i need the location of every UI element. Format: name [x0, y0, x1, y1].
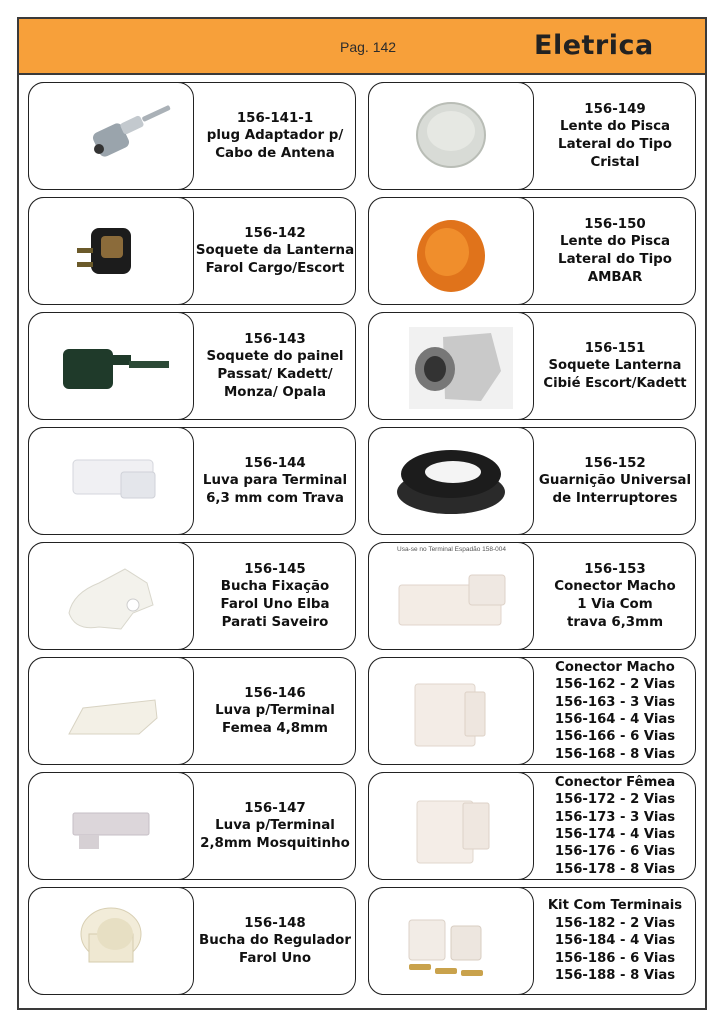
product-card: [368, 197, 696, 305]
product-image: [28, 657, 194, 765]
product-card: [368, 542, 696, 650]
product-description: Conector Macho 156-162 - 2 Vias 156-163 - 3 Vias 156-164 - 4 Vias 156-166 - 6 Vias 156-168 - 8 Vias: [554, 659, 676, 762]
switch-gasket-icon: [369, 428, 534, 535]
product-description: 156-148 Bucha do Regulador Farol Uno: [199, 915, 351, 966]
product-card: [368, 657, 696, 765]
product-image: [368, 772, 534, 880]
amber-lens-icon: [369, 198, 534, 305]
page-number: Pag. 142: [340, 39, 397, 55]
product-image: [28, 772, 194, 880]
product-description: Kit Com Terminais 156-182 - 2 Vias 156-184 - 4 Vias 156-186 - 6 Vias 156-188 - 8 Vias: [547, 898, 683, 984]
product-image: [368, 542, 534, 650]
product-description: 156-147 Luva p/Terminal 2,8mm Mosquitinho: [200, 800, 350, 851]
product-image: [368, 197, 534, 305]
male-connector-icon: [369, 543, 534, 650]
product-card: [28, 312, 356, 420]
product-card: [28, 82, 356, 190]
product-image: [368, 82, 534, 190]
regulator-bushing-icon: [29, 888, 194, 995]
headlight-bushing-icon: [29, 543, 194, 650]
antenna-adapter-plug-icon: [29, 83, 194, 190]
product-card: [28, 657, 356, 765]
product-image: [28, 887, 194, 995]
product-image: [28, 427, 194, 535]
product-card: [368, 427, 696, 535]
product-card: [28, 197, 356, 305]
product-description: 156-151 Soquete Lanterna Cibié Escort/Kadett: [543, 340, 687, 391]
product-card: [368, 312, 696, 420]
female-connector-multi-icon: [369, 773, 534, 880]
lamp-socket-icon: [29, 198, 194, 305]
product-card: [28, 772, 356, 880]
product-description: 156-141-1 plug Adaptador p/ Cabo de Antena: [206, 110, 344, 161]
product-image: [368, 312, 534, 420]
product-image: [368, 887, 534, 995]
panel-socket-icon: [29, 313, 194, 420]
product-card: [368, 82, 696, 190]
product-image: [28, 82, 194, 190]
page-title: Eletrica: [534, 30, 654, 61]
small-terminal-sleeve-icon: [29, 773, 194, 880]
product-card: [28, 887, 356, 995]
male-connector-multi-icon: [369, 658, 534, 765]
terminal-kit-icon: [369, 888, 534, 995]
page-header: [17, 17, 707, 75]
product-card: [28, 427, 356, 535]
usage-note: Usa-se no Terminal Espadão 158-004: [397, 546, 507, 553]
product-description: 156-146 Luva p/Terminal Femea 4,8mm: [215, 685, 335, 736]
product-image: [368, 427, 534, 535]
product-description: 156-153 Conector Macho 1 Via Com trava 6,3mm: [554, 561, 676, 630]
product-image: [28, 542, 194, 650]
product-description: 156-150 Lente do Pisca Lateral do Tipo AMBAR: [558, 216, 672, 285]
product-description: 156-142 Soquete da Lanterna Farol Cargo/Escort: [195, 225, 355, 276]
product-image: [28, 197, 194, 305]
product-image: [28, 312, 194, 420]
crystal-lens-icon: [369, 83, 534, 190]
product-description: 156-143 Soquete do painel Passat/ Kadett/ Monza/ Opala: [206, 331, 344, 400]
lamp-socket-grey-icon: [369, 313, 534, 420]
product-image: [368, 657, 534, 765]
product-description: 156-145 Bucha Fixação Farol Uno Elba Parati Saveiro: [220, 561, 330, 630]
product-description: Conector Fêmea 156-172 - 2 Vias 156-173 - 3 Vias 156-174 - 4 Vias 156-176 - 6 Vias 156-178 - 8 Vias: [554, 774, 676, 877]
product-description: 156-149 Lente do Pisca Lateral do Tipo Cristal: [558, 101, 672, 170]
product-description: 156-152 Guarnição Universal de Interruptores: [538, 455, 692, 506]
terminal-sleeve-icon: [29, 428, 194, 535]
product-card: [28, 542, 356, 650]
female-terminal-sleeve-icon: [29, 658, 194, 765]
product-card: [368, 772, 696, 880]
product-description: 156-144 Luva para Terminal 6,3 mm com Trava: [202, 455, 348, 506]
product-card: [368, 887, 696, 995]
